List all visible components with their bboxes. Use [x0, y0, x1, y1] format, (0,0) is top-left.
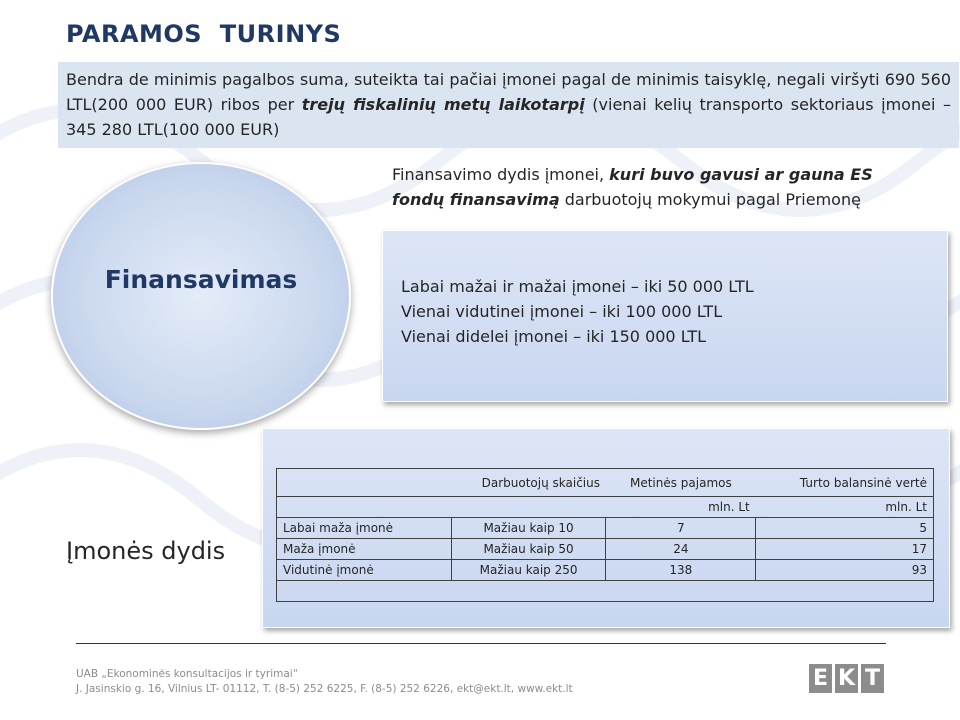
table-unit-cell: mln. Lt — [756, 497, 934, 518]
logo-letter: E — [809, 664, 832, 693]
table-cell: Mažiau kaip 250 — [451, 560, 606, 581]
table-header-cell: Metinės pajamos — [606, 469, 756, 497]
limit-small: Labai mažai ir mažai įmonei – iki 50 000 LTL — [401, 277, 754, 296]
limit-large: Vienai didelei įmonei – iki 150 000 LTL — [401, 327, 707, 346]
table-cell: Maža įmonė — [277, 539, 452, 560]
table-cell: Vidutinė įmonė — [277, 560, 452, 581]
table-cell: Mažiau kaip 50 — [451, 539, 606, 560]
financing-circle-label: Finansavimas — [104, 265, 298, 294]
financing-note-text: Finansavimo dydis įmonei, — [392, 165, 610, 184]
logo-letter: T — [861, 664, 884, 693]
financing-note — [392, 162, 892, 212]
ekt-logo — [809, 664, 884, 693]
table-cell: 17 — [756, 539, 934, 560]
company-size-table — [276, 468, 934, 602]
table-unit-cell — [277, 497, 452, 518]
company-size-panel — [262, 428, 950, 628]
limit-medium: Vienai vidutinei įmonei – iki 100 000 LTL — [401, 302, 723, 321]
table-cell: 93 — [756, 560, 934, 581]
intro-emphasis: trejų fiskalinių metų laikotarpį — [301, 95, 585, 114]
table-unit-cell — [451, 497, 606, 518]
footer-contacts: J. Jasinskio g. 16, Vilnius LT- 01112, T. (8-5) 252 6225, F. (8-5) 252 6226, ekt@ekt.lt, www.ekt.lt — [76, 683, 573, 695]
table-header-cell: Turto balansinė vertė — [756, 469, 934, 497]
table-header-cell: Darbuotojų skaičius — [451, 469, 606, 497]
footer — [76, 667, 573, 697]
table-cell: 24 — [606, 539, 756, 560]
footer-company: UAB „Ekonominės konsultacijos ir tyrimai“ — [76, 668, 299, 680]
table-empty-row — [277, 581, 934, 602]
intro-text-end: (vienai kelių transporto sektoriaus įmonei – 345 280 LTL(100 000 EUR) — [66, 95, 951, 139]
table-unit-cell: mln. Lt — [606, 497, 756, 518]
intro-box — [58, 62, 959, 148]
table-units-row — [277, 497, 934, 518]
table-row — [277, 560, 934, 581]
financing-note-text-end: darbuotojų mokymui pagal Priemonę — [559, 190, 861, 209]
financing-circle — [51, 162, 351, 430]
company-size-label: Įmonės dydis — [66, 537, 226, 565]
table-cell: 5 — [756, 518, 934, 539]
footer-divider — [76, 643, 886, 644]
financing-limits-panel — [382, 230, 948, 402]
table-empty-cell — [277, 581, 934, 602]
logo-letter: K — [835, 664, 858, 693]
table-cell: Mažiau kaip 10 — [451, 518, 606, 539]
table-header-row — [277, 469, 934, 497]
table-row — [277, 539, 934, 560]
intro-text: Bendra de minimis pagalbos suma, suteikta tai pačiai įmonei pagal de minimis taisyklę, negali viršyti 690 560 LTL(200 000 EUR) ribos per — [66, 70, 951, 114]
table-header-cell — [277, 469, 452, 497]
table-cell: Labai maža įmonė — [277, 518, 452, 539]
table-cell: 138 — [606, 560, 756, 581]
financing-note-emphasis: kuri buvo gavusi ar gauna ES fondų finansavimą — [392, 165, 873, 209]
table-row — [277, 518, 934, 539]
page-title: PARAMOS TURINYS — [66, 20, 342, 48]
table-cell: 7 — [606, 518, 756, 539]
